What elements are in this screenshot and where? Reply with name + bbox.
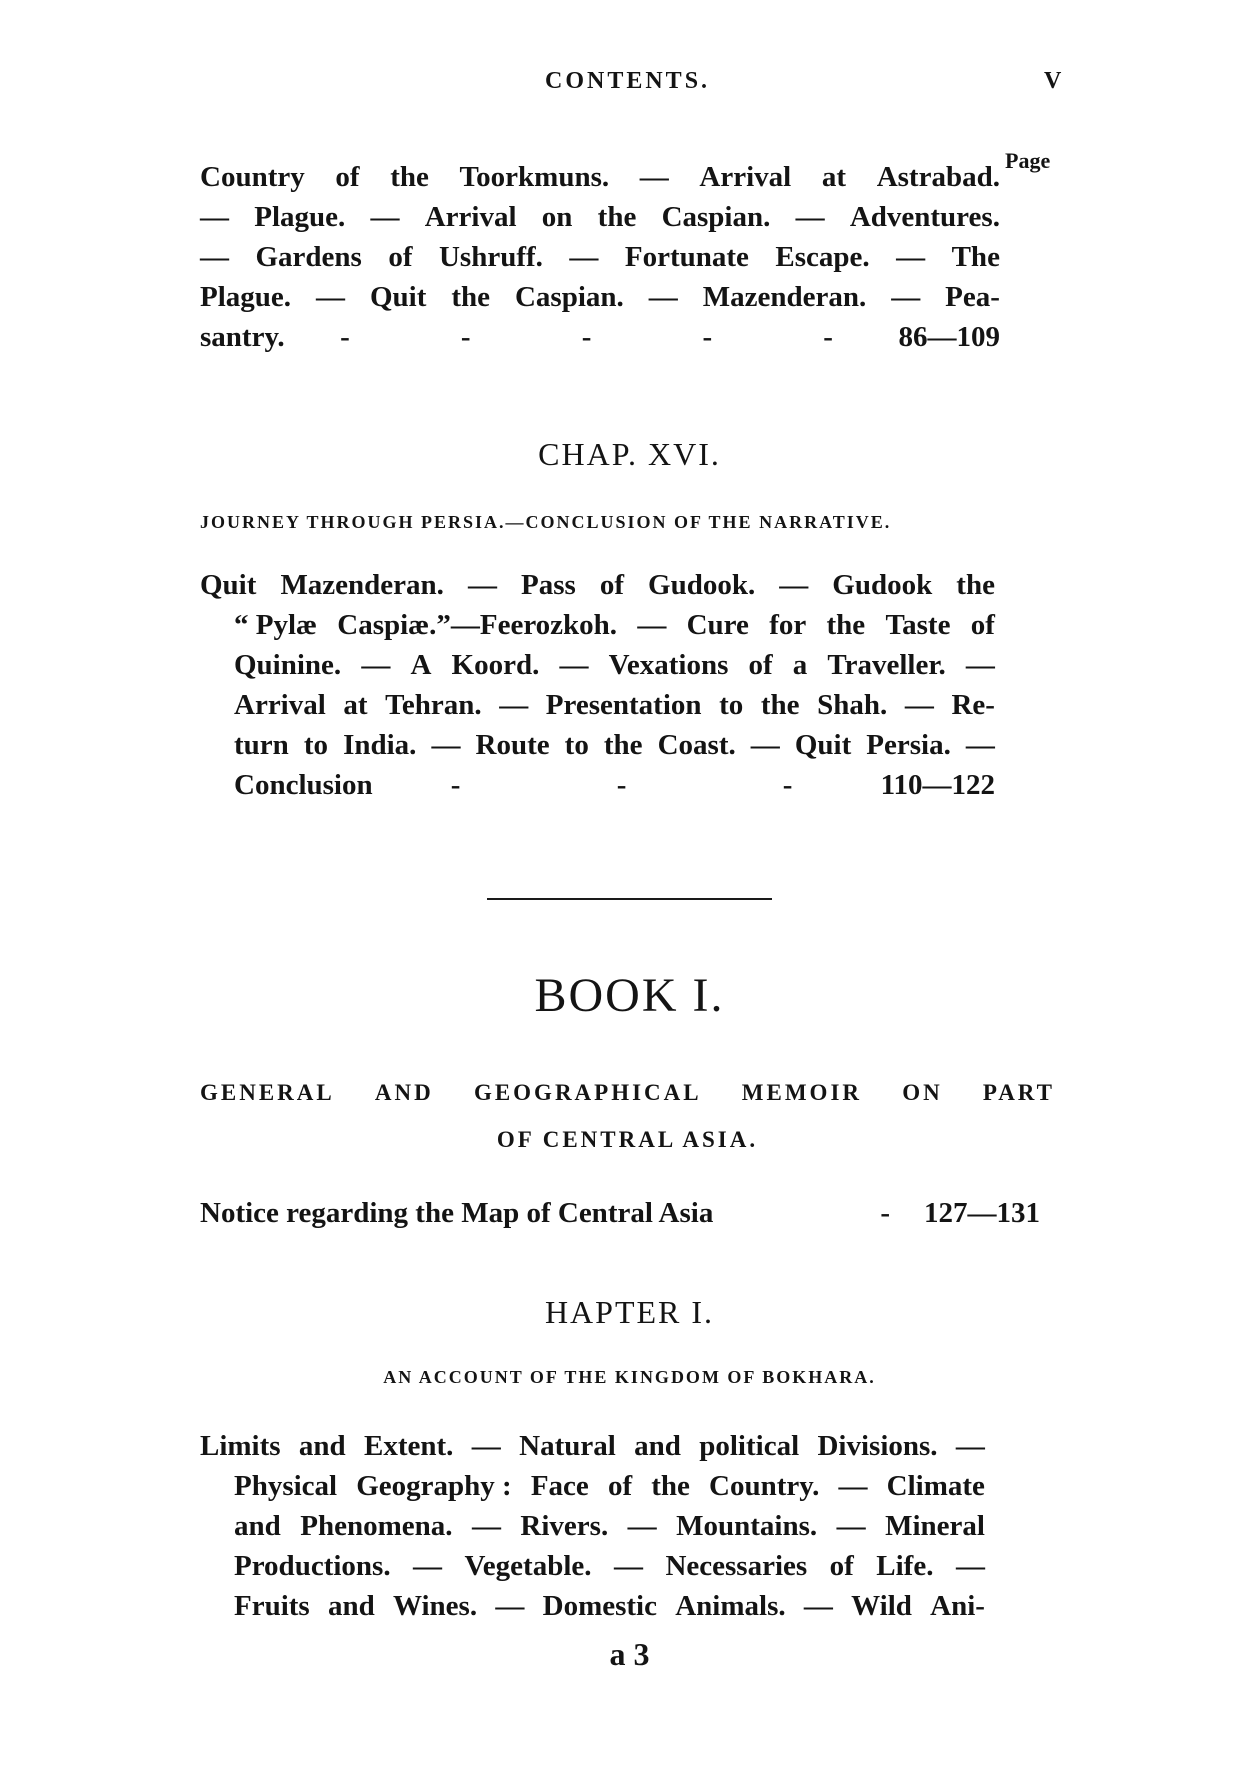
summary-line <box>200 197 1000 237</box>
summary-word: — <box>559 649 589 681</box>
summary-line <box>200 685 995 725</box>
summary-word: for <box>769 609 807 641</box>
summary-word: Gudook. <box>648 569 756 601</box>
summary-word: — <box>370 201 400 233</box>
title-word: GEOGRAPHICAL <box>473 1080 702 1105</box>
summary-word: the <box>956 569 995 601</box>
summary-word: of <box>829 1550 854 1582</box>
summary-word: political <box>699 1430 800 1462</box>
summary-last-line <box>200 765 995 805</box>
summary-word: — <box>836 1510 866 1542</box>
summary-word: Mountains. <box>676 1510 818 1542</box>
leader-dot: - <box>782 769 793 801</box>
running-head: CONTENTS. <box>545 68 711 94</box>
summary-word: — <box>779 569 809 601</box>
summary-word: to <box>303 729 329 761</box>
summary-word: turn <box>234 729 289 761</box>
summary-word: — <box>613 1550 643 1582</box>
title-word: MEMOIR <box>741 1080 863 1105</box>
book-i-title <box>200 1069 1055 1163</box>
page-column-label: Page <box>1005 148 1051 173</box>
summary-word: — <box>467 569 497 601</box>
summary-word: Koord. <box>451 649 540 681</box>
summary-word: the <box>390 161 429 193</box>
summary-word: — <box>431 729 461 761</box>
summary-word: Vexations <box>608 649 729 681</box>
summary-line <box>200 725 995 765</box>
summary-word: Mazenderan. <box>280 569 444 601</box>
summary-word: — <box>965 729 995 761</box>
summary-word: Caspian. <box>514 281 624 313</box>
summary-word: Persia. <box>866 729 951 761</box>
summary-word: Vegetable. <box>464 1550 592 1582</box>
summary-word: Mineral <box>885 1510 985 1542</box>
chapter-xvi-subtitle: JOURNEY THROUGH PERSIA.—CONCLUSION OF THE NARRATIVE. <box>200 512 892 532</box>
summary-word: A <box>410 649 432 681</box>
summary-word: “ Pylæ <box>234 609 317 641</box>
summary-word: Cure <box>686 609 749 641</box>
page-numeral: V <box>1044 68 1062 94</box>
summary-word: Plague. <box>200 281 292 313</box>
book-title-line-1 <box>200 1069 1055 1116</box>
summary-word: — <box>569 241 599 273</box>
chapter-xvi-summary <box>200 565 995 805</box>
summary-word: Quit <box>794 729 852 761</box>
summary-word: Divisions. <box>817 1430 938 1462</box>
title-word: GENERAL <box>200 1080 335 1105</box>
leader-dot: - <box>340 321 350 353</box>
summary-word: Country. <box>709 1470 820 1502</box>
summary-word: — <box>627 1510 657 1542</box>
title-word: AND <box>374 1080 434 1105</box>
summary-word: Route <box>475 729 550 761</box>
notice-entry <box>200 1193 1040 1233</box>
summary-word: Caspiæ.”—Feerozkoh. <box>337 609 618 641</box>
summary-word: to <box>564 729 589 761</box>
notice-line <box>200 1193 1040 1233</box>
section-divider-rule <box>487 898 772 900</box>
chapter-i-subtitle: AN ACCOUNT OF THE KINGDOM OF BOKHARA. <box>383 1367 876 1387</box>
summary-word: Pea- <box>945 281 1000 313</box>
notice-text: Notice regarding the Map of Central Asia <box>200 1197 714 1229</box>
summary-word: of <box>388 241 413 273</box>
summary-word: of <box>748 649 773 681</box>
summary-word: to <box>719 689 744 721</box>
chapter-i-summary <box>200 1426 985 1626</box>
summary-word: Quit <box>200 569 257 601</box>
summary-word: Extent. <box>364 1430 454 1462</box>
summary-word: Re- <box>951 689 995 721</box>
title-word: ON <box>902 1080 943 1105</box>
summary-word: — <box>413 1550 443 1582</box>
summary-word: Gardens <box>255 241 362 273</box>
book-i-heading: BOOK I. <box>534 969 725 1022</box>
leader-dot: - <box>450 769 461 801</box>
summary-word: of <box>335 161 360 193</box>
summary-line <box>200 277 1000 317</box>
summary-word: Necessaries <box>665 1550 808 1582</box>
summary-last-text: santry. <box>200 321 285 353</box>
summary-word: — <box>200 241 229 273</box>
chapter-xv-summary <box>200 157 1000 357</box>
summary-word: Geography : <box>356 1470 512 1502</box>
summary-word: — <box>471 1510 501 1542</box>
summary-word: and <box>234 1510 281 1542</box>
summary-word: The <box>951 241 1000 273</box>
summary-word: — <box>750 729 780 761</box>
summary-word: Physical <box>234 1470 338 1502</box>
leader-dot: - <box>460 321 471 353</box>
summary-word: of <box>599 569 624 601</box>
summary-line <box>200 645 995 685</box>
summary-word: Arrival <box>699 161 792 193</box>
summary-word: — <box>361 649 391 681</box>
summary-last-line <box>200 317 1000 357</box>
book-title-line-2: OF CENTRAL ASIA. <box>496 1127 759 1152</box>
summary-word: Quinine. <box>234 649 342 681</box>
summary-word: Ani- <box>930 1590 985 1622</box>
summary-word: Ushruff. <box>438 241 543 273</box>
summary-word: at <box>821 161 847 193</box>
leader-dot: - <box>880 1197 890 1229</box>
summary-word: on <box>541 201 573 233</box>
summary-word: Presentation <box>545 689 702 721</box>
summary-last-text: Conclusion <box>234 769 373 801</box>
summary-word: — <box>648 281 678 313</box>
summary-word: — <box>803 1590 833 1622</box>
summary-word: and <box>634 1430 681 1462</box>
chapter-xvi-heading: CHAP. XVI. <box>538 436 721 472</box>
summary-word: — <box>316 281 345 313</box>
summary-word: Traveller. <box>827 649 946 681</box>
summary-word: — <box>637 609 667 641</box>
summary-word: and <box>298 1430 346 1462</box>
summary-word: Pass <box>521 569 576 601</box>
summary-line <box>200 157 1000 197</box>
summary-word: the <box>597 201 637 233</box>
leader-dots <box>285 317 889 357</box>
summary-word: the <box>451 281 491 313</box>
summary-word: Tehran. <box>385 689 482 721</box>
summary-word: the <box>826 609 866 641</box>
summary-line <box>200 1546 985 1586</box>
summary-word: Shah. <box>817 689 888 721</box>
leader-dot: - <box>581 321 592 353</box>
summary-word: a <box>792 649 808 681</box>
summary-word: Plague. <box>254 201 346 233</box>
leader-dot: - <box>702 321 713 353</box>
summary-line <box>200 565 995 605</box>
summary-word: Gudook <box>832 569 933 601</box>
summary-line <box>200 605 995 645</box>
summary-word: Arrival <box>234 689 326 721</box>
leader-dot: - <box>616 769 627 801</box>
summary-word: Rivers. <box>520 1510 609 1542</box>
signature-mark: a 3 <box>609 1636 650 1672</box>
summary-word: — <box>955 1550 985 1582</box>
summary-word: — <box>200 201 229 233</box>
summary-word: India. <box>343 729 417 761</box>
summary-word: Wild <box>851 1590 912 1622</box>
summary-word: the <box>603 729 643 761</box>
summary-word: — <box>495 1590 525 1622</box>
summary-word: Mazenderan. <box>702 281 867 313</box>
summary-word: — <box>499 689 529 721</box>
summary-line <box>200 1586 985 1626</box>
summary-word: Fruits <box>234 1590 310 1622</box>
summary-word: at <box>343 689 368 721</box>
summary-word: — <box>471 1430 501 1462</box>
summary-line <box>200 237 1000 277</box>
summary-word: — <box>955 1430 985 1462</box>
summary-word: Country <box>200 161 305 193</box>
summary-word: — <box>795 201 825 233</box>
summary-word: Astrabad. <box>876 161 1000 193</box>
summary-word: Caspian. <box>661 201 771 233</box>
summary-word: — <box>891 281 921 313</box>
summary-line <box>200 1426 985 1466</box>
summary-word: Limits <box>200 1430 281 1462</box>
summary-word: — <box>904 689 934 721</box>
summary-word: Coast. <box>657 729 736 761</box>
summary-word: Arrival <box>424 201 517 233</box>
summary-word: Quit <box>369 281 427 313</box>
summary-word: Fortunate <box>624 241 749 273</box>
summary-word: Natural <box>519 1430 616 1462</box>
summary-line <box>200 1506 985 1546</box>
leader-dot: - <box>823 321 833 353</box>
summary-word: the <box>651 1470 690 1502</box>
summary-word: — <box>896 241 926 273</box>
page-range: 86—109 <box>898 321 1000 353</box>
summary-word: Taste <box>885 609 951 641</box>
summary-word: Climate <box>886 1470 985 1502</box>
summary-word: Face <box>530 1470 589 1502</box>
page-range: 110—122 <box>880 769 995 801</box>
title-word: PART <box>982 1080 1055 1105</box>
summary-word: of <box>970 609 995 641</box>
summary-word: Wines. <box>393 1590 478 1622</box>
chapter-i-heading: HAPTER I. <box>544 1294 715 1330</box>
summary-word: Animals. <box>675 1590 786 1622</box>
page-range: 127—131 <box>924 1197 1040 1229</box>
summary-word: Toorkmuns. <box>459 161 610 193</box>
summary-word: the <box>760 689 800 721</box>
summary-word: Phenomena. <box>300 1510 453 1542</box>
summary-word: — <box>838 1470 868 1502</box>
summary-word: — <box>965 649 995 681</box>
summary-word: Adventures. <box>849 201 1000 233</box>
summary-line <box>200 1466 985 1506</box>
summary-word: Productions. <box>234 1550 391 1582</box>
summary-word: and <box>327 1590 375 1622</box>
summary-word: Life. <box>876 1550 934 1582</box>
summary-word: of <box>607 1470 633 1502</box>
summary-word: Domestic <box>542 1590 657 1622</box>
summary-word: — <box>639 161 669 193</box>
summary-word: Escape. <box>775 241 870 273</box>
leader-dots <box>373 765 871 805</box>
